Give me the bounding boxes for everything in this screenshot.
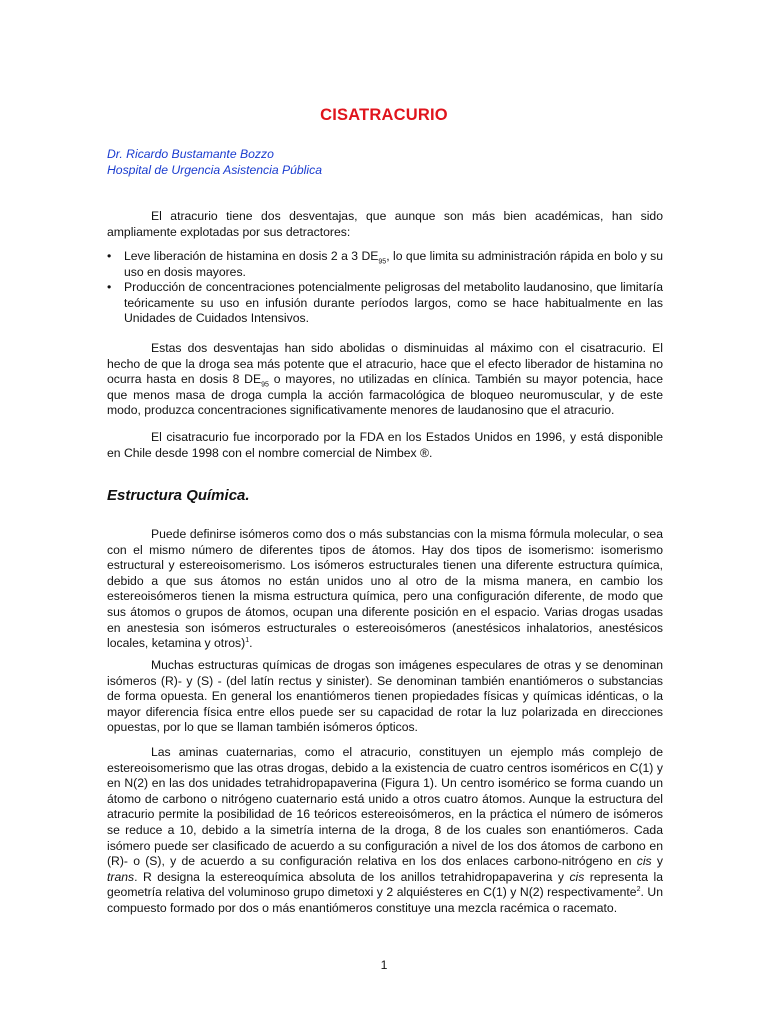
para2-subscript: 95 [261, 381, 269, 389]
disadvantages-list [107, 249, 663, 327]
para6-y: y [651, 854, 663, 869]
section-heading: Estructura Química. [107, 487, 250, 504]
para6-superscript: 2 [636, 886, 641, 894]
bullet2-text: Producción de concentraciones potencialmente peligrosas del metabolito laudanosino, que limitaría teóricamente su uso en infusión durante períodos largos, como se hace habitualmente en las Unidades de Cuidados Intensivos. [124, 280, 663, 326]
author-affiliation: Hospital de Urgencia Asistencia Pública [107, 163, 322, 177]
fda-paragraph [107, 430, 663, 461]
para2-text-b: o mayores, no utilizadas en clínica. También su mayor potencia, hace que menos masa de droga cumpla la acción farmacológica de bloqueo neuromuscular, y de este modo, produzca concentraciones significativamente menores de laudanosino que el atracurio. [107, 372, 663, 418]
isomers-paragraph [107, 527, 663, 652]
para4-text-a: Puede definirse isómeros como dos o más substancias con la misma fórmula molecular, o sea con el mismo número de diferentes tipos de átomos. Hay dos tipos de isomerismo: isomerismo estructural y estereoisomerismo. Los isómeros estructurales tienen una diferente estructura química, debido a que sus átomos no están unidos uno al otro de la misma manera, en cambio los estereoisómeros tienen la misma estructura química, pero una configuración diferente, de modo que sus átomos o grupos de átomos, ocupan una diferente posición en el espacio. Varias drogas usadas en anestesia son isómeros estructurales o estereoisómeros (anestésicos inhalatorios, anestésicos locales, ketamina y otros) [107, 527, 663, 651]
para6-cis2: cis [569, 869, 585, 884]
list-item [107, 249, 663, 280]
para6-text-a: Las aminas cuaternarias, como el atracurio, constituyen un ejemplo más complejo de estereoisomerismo que las otras drogas, debido a la existencia de cuatro centros isoméricos en C(1) y en N(2) en las dos unidades tetrahidropapaverina (Figura 1). Un centro isomérico se forma cuando un átomo de carbono o nitrógeno cuaternario está unido a otros cuatro átomos. Aunque la estructura del atracurio permite la posibilidad de 16 teóricos estereoisómeros, en la práctica el número de isómeros se reduce a 10, debido a la simetría interna de la droga, 8 de los cuales son enantiómeros. Cada isómero puede ser clasificado de acuerdo a su configuración a nivel de los dos átomos de carbono en (R)- o (S), y de acuerdo a su configuración relativa en los dos enlaces carbono-nitrógeno en [107, 745, 663, 869]
para4-text-b: . [249, 636, 253, 651]
para6-text-c: representa la geometría relativa del voluminoso grupo dimetoxi y 2 alquiésteres en C(1) y N(2) respectivamente [107, 869, 663, 900]
document-title: CISATRACURIO [320, 106, 448, 124]
intro-text: El atracurio tiene dos desventajas, que aunque son más bien académicas, han sido ampliamente explotadas por sus detractores: [107, 209, 663, 239]
bullet1-text-b: , lo que limita su administración rápida en bolo y su uso en dosis mayores. [124, 249, 663, 279]
enantiomers-paragraph [107, 658, 663, 736]
para5-text: Muchas estructuras químicas de drogas son imágenes especulares de otras y se denominan isómeros (R)- y (S) - (del latín rectus y sinister). Se denominan también enantiómeros o substancias de forma opuesta. En general los enantiómeros tienen propiedades físicas y químicas idénticas, o la mayor diferencia física entre ellos puede ser su capacidad de rotar la luz polarizada en direcciones opuestas, por lo que se llaman también isómeros ópticos. [107, 658, 663, 735]
para6-cis: cis [636, 854, 652, 869]
abolition-paragraph [107, 341, 663, 419]
page-number: 1 [380, 958, 388, 972]
para6-text-b: . R designa la estereoquímica absoluta de los anillos tetrahidropapaverina y [134, 869, 570, 884]
para6-text-d: . Un compuesto formado por dos o más enantiómeros constituye una mezcla racémica o racemato. [107, 885, 663, 915]
intro-paragraph [107, 209, 663, 240]
bullet1-subscript: 95 [378, 258, 387, 266]
bullet-icon: • [107, 249, 112, 263]
para3-text: El cisatracurio fue incorporado por la FDA en los Estados Unidos en 1996, y está disponible en Chile desde 1998 con el nombre comercial de Nimbex ®. [107, 430, 663, 460]
bullet1-text-a: Leve liberación de histamina en dosis 2 a 3 DE [124, 249, 379, 263]
author-name: Dr. Ricardo Bustamante Bozzo [107, 147, 274, 161]
bullet-icon: • [107, 280, 112, 295]
para6-trans: trans [107, 869, 135, 884]
para4-superscript: 1 [245, 637, 250, 645]
quaternary-amines-paragraph [107, 745, 663, 917]
para2-text-a: Estas dos desventajas han sido abolidas o disminuidas al máximo con el cisatracurio. El hecho de que la droga sea más potente que el atracurio, hace que el efecto liberador de histamina no ocurra hasta en dosis 8 DE [107, 341, 663, 387]
list-item [107, 280, 663, 327]
